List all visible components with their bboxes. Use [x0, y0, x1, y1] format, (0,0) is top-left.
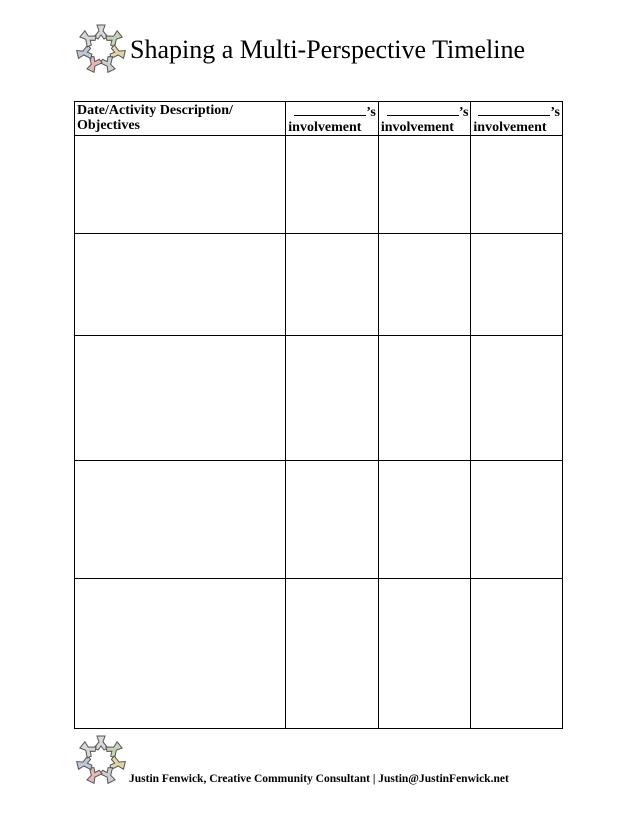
page-title: Shaping a Multi-Perspective Timeline	[130, 35, 526, 64]
table-cell	[471, 461, 563, 579]
column-header-person-3	[471, 102, 563, 136]
table-cell	[286, 579, 379, 729]
table-cell	[75, 234, 286, 336]
table-cell	[75, 461, 286, 579]
table-cell	[378, 461, 471, 579]
table-cell	[286, 234, 379, 336]
column-header-line2: involvement	[473, 120, 547, 135]
table-cell	[75, 579, 286, 729]
table-row	[75, 336, 563, 461]
table-cell	[378, 336, 471, 461]
table-cell	[471, 579, 563, 729]
table-cell	[286, 461, 379, 579]
footer-contact: Justin Fenwick, Creative Community Consultant | Justin@JustinFenwick.net	[129, 773, 509, 785]
footer-logo-icon	[74, 733, 128, 787]
name-blank	[387, 103, 459, 116]
timeline-table	[74, 101, 563, 729]
table-cell	[471, 234, 563, 336]
table-header-row	[75, 102, 563, 136]
column-header-person-1	[286, 102, 379, 136]
table-row	[75, 461, 563, 579]
table-cell	[378, 234, 471, 336]
name-blank	[294, 103, 366, 116]
possessive-suffix: ’s	[366, 105, 376, 120]
column-header-person-2	[378, 102, 471, 136]
header-logo-icon	[74, 22, 128, 76]
table-cell	[75, 136, 286, 234]
table-cell	[471, 336, 563, 461]
possessive-suffix: ’s	[458, 105, 469, 120]
table-cell	[75, 336, 286, 461]
table-row	[75, 234, 563, 336]
table-cell	[378, 136, 471, 234]
column-header-description	[75, 102, 286, 136]
table-row	[75, 579, 563, 729]
possessive-suffix: ’s	[550, 105, 560, 120]
column-header-line2: Objectives	[77, 118, 140, 133]
column-header-line2: involvement	[380, 120, 454, 135]
name-blank	[478, 103, 550, 116]
table-cell	[471, 136, 563, 234]
table-cell	[378, 579, 471, 729]
table-row	[75, 136, 563, 234]
table-cell	[286, 336, 379, 461]
column-header-line1: Date/Activity Description/	[77, 103, 233, 118]
table-cell	[286, 136, 379, 234]
column-header-line2: involvement	[288, 120, 362, 135]
